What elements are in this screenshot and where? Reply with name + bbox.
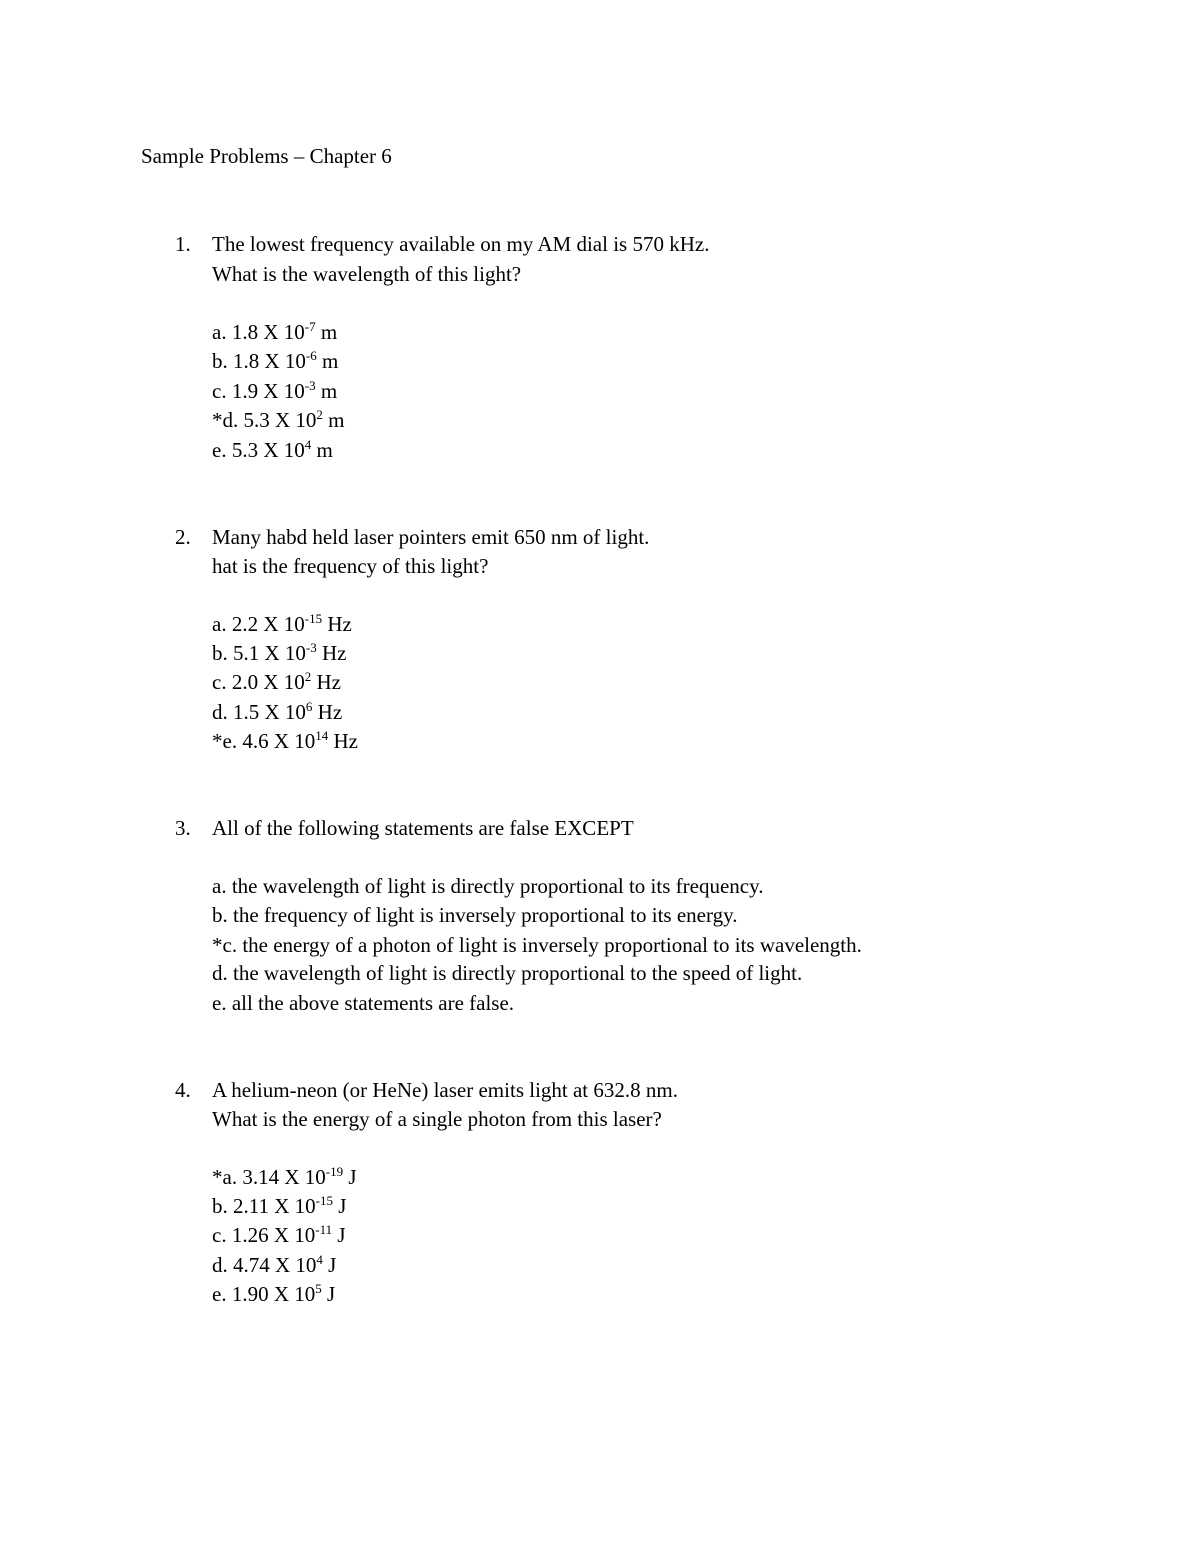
answer-choice: d. 4.74 X $10^4$ J — [212, 1252, 337, 1277]
question-text: The lowest frequency available on my AM dial is 570 kHz. — [212, 232, 710, 256]
question-text: What is the wavelength of this light? — [212, 262, 522, 286]
answer-choice-correct: *a. 3.14 X $10^{-19}$ J — [212, 1164, 357, 1189]
question-number: 2. — [175, 525, 191, 549]
answer-choice: a. 1.8 X $10^{-7}$ m — [212, 319, 338, 344]
answer-choice: b. 2.11 X $10^{-15}$ J — [212, 1193, 347, 1218]
answer-choice-correct: *d. 5.3 X $10^2$ m — [212, 407, 345, 432]
page-title: Sample Problems – Chapter 6 — [141, 144, 392, 168]
question-text: What is the energy of a single photon from this laser? — [212, 1107, 662, 1131]
question-number: 1. — [175, 232, 191, 256]
question-text: A helium-neon (or HeNe) laser emits light at 632.8 nm. — [212, 1078, 678, 1102]
answer-choice: e. 5.3 X $10^4$ m — [212, 437, 333, 462]
question-text: hat is the frequency of this light? — [212, 554, 489, 578]
answer-choice: b. 1.8 X $10^{-6}$ m — [212, 348, 339, 373]
answer-choice: c. 2.0 X $10^2$ Hz — [212, 669, 341, 694]
answer-choice: e. all the above statements are false. — [212, 991, 515, 1015]
question-text: All of the following statements are false EXCEPT — [212, 816, 634, 840]
answer-choice: a. the wavelength of light is directly proportional to its frequency. — [212, 874, 764, 898]
answer-choice: e. 1.90 X $10^5$ J — [212, 1281, 336, 1306]
answer-choice: b. the frequency of light is inversely proportional to its energy. — [212, 903, 738, 927]
question-number: 4. — [175, 1078, 191, 1102]
answer-choice: d. the wavelength of light is directly proportional to the speed of light. — [212, 961, 803, 985]
answer-choice: a. 2.2 X $10^{-15}$ Hz — [212, 611, 352, 636]
question-text: Many habd held laser pointers emit 650 nm of light. — [212, 525, 650, 549]
answer-choice: b. 5.1 X $10^{-3}$ Hz — [212, 640, 347, 665]
answer-choice-correct: *c. the energy of a photon of light is inversely proportional to its wavelength. — [212, 933, 862, 957]
answer-choice: c. 1.26 X $10^{-11}$ J — [212, 1222, 346, 1247]
answer-choice-correct: *e. 4.6 X $10^{14}$ Hz — [212, 728, 358, 753]
question-number: 3. — [175, 816, 191, 840]
answer-choice: c. 1.9 X $10^{-3}$ m — [212, 378, 338, 403]
answer-choice: d. 1.5 X $10^6$ Hz — [212, 699, 343, 724]
